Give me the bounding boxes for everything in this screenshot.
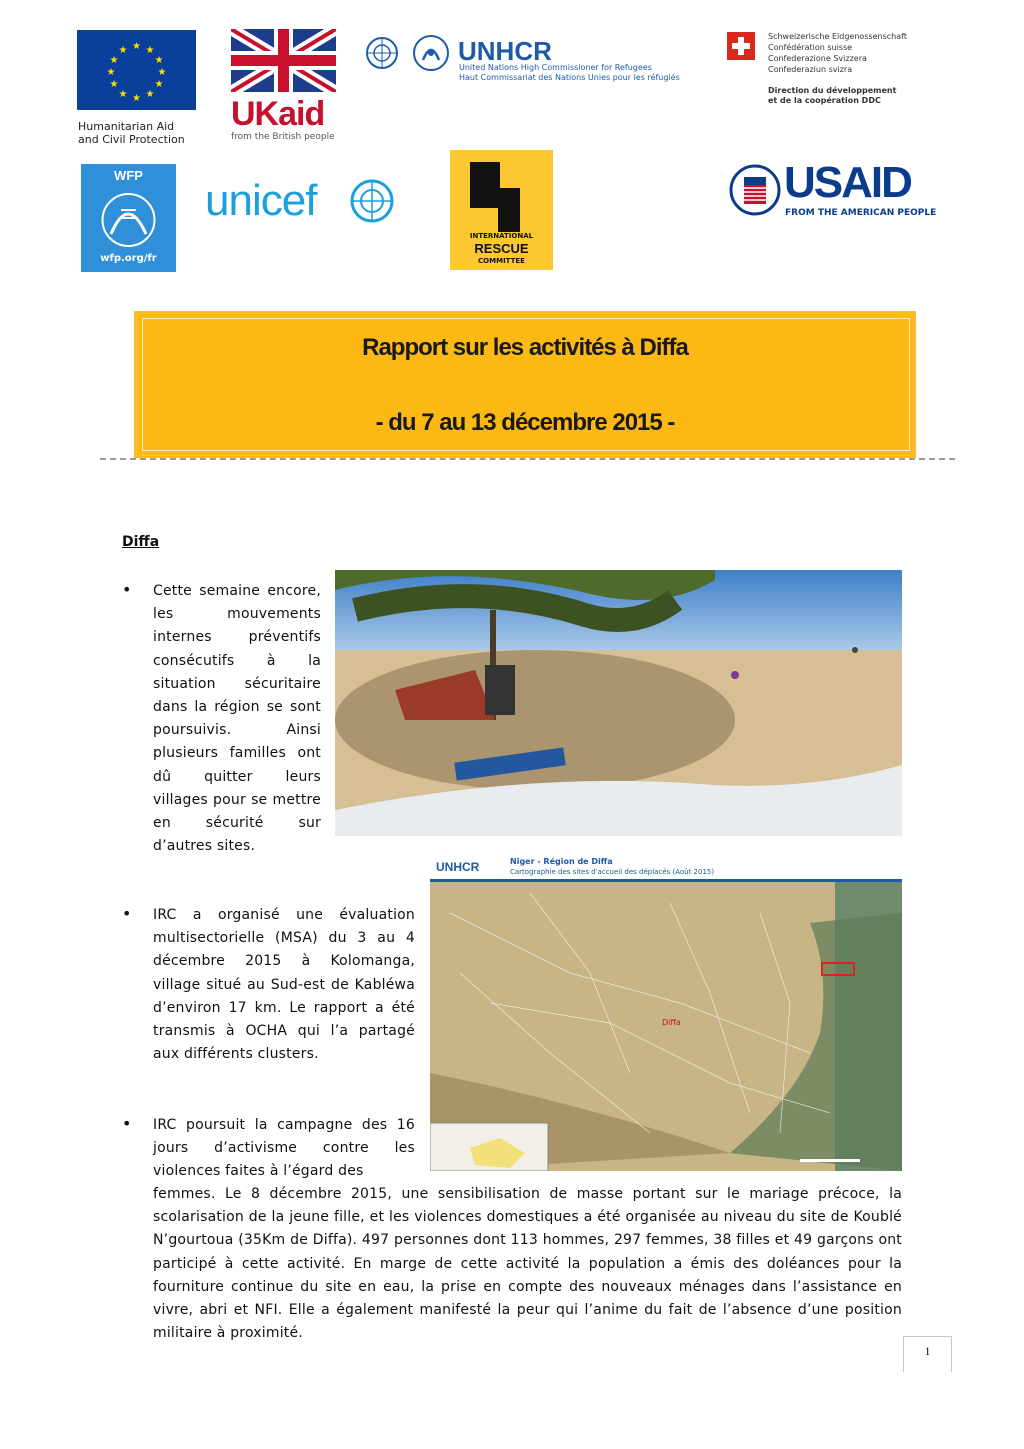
paragraph-3-continued: femmes. Le 8 décembre 2015, une sensibilisation de masse portant sur le mariage précoce, la scolarisation de la jeune fille, et les violences domestiques a été organisée au niveau du site de Koublé N’gourtoua (35Km de Diffa). 497 personnes dont 113 hommes, 297 femmes, 38 filles et 49 garçons ont participé à cette activité. En marge de cette activité la population a émis des doléances pour la fourniture continue du site en eau, la prise en compte des nouveaux ménages dans l’assistance en vivre, abri et NFI. Elle a également manifesté la peur qui l’anime du fait de l’absence d’une position militaire à proximité. (153, 1186, 902, 1342)
report-date-range: - du 7 au 13 décembre 2015 - (375, 409, 675, 436)
wfp-logo-text: WFP (114, 168, 143, 183)
map-title: Niger - Région de Diffa (510, 857, 613, 866)
usaid-subtitle: FROM THE AMERICAN PEOPLE (785, 208, 937, 218)
paragraph-3-start: IRC poursuit la campagne des 16 jours d’activisme contre les violences faites à l’égard des (153, 1117, 415, 1180)
swiss-cross-icon (727, 32, 755, 60)
page-number: 1 (924, 1344, 931, 1358)
unicef-logo-text: unicef (205, 176, 317, 225)
paragraph-2: IRC a organisé une évaluation multisectorielle (MSA) du 3 au 4 décembre 2015 à Kolomanga, village situé au Sud-est de Kabléwa d’environ 17 km. Le rapport a été transmis à OCHA qui l’a partagé aux différents clusters. (153, 907, 415, 1063)
paragraph-1: Cette semaine encore, les mouvements internes préventifs consécutifs à la situation sécuritaire dans la région se sont poursuivis. Ainsi plusieurs familles ont dû quitter leurs villages pour se mettre en sécurité sur d’autres sites. (153, 583, 321, 855)
map-header-org: UNHCR (436, 860, 480, 874)
dashed-divider (100, 458, 955, 460)
unhcr-logo-text: UNHCR (458, 36, 552, 66)
wfp-url: wfp.org/fr (100, 253, 157, 264)
unhcr-tagline-en: United Nations High Commissioner for Refugees (459, 63, 652, 72)
camp-photo (335, 570, 902, 836)
eu-caption-line2: and Civil Protection (78, 133, 185, 146)
swiss-line-2: Confédération suisse (768, 43, 853, 52)
swiss-line-3: Confederazione Svizzera (768, 54, 867, 63)
svg-text:★: ★ (109, 79, 119, 90)
unhcr-tagline-fr: Haut Commissariat des Nations Unies pour les réfugiés (459, 73, 680, 82)
report-title: Rapport sur les activités à Diffa (362, 334, 688, 361)
eu-caption-line1: Humanitarian Aid (78, 120, 175, 133)
swiss-dev-line-1: Direction du développement (768, 86, 897, 95)
eu-caption (78, 120, 208, 146)
bullet-icon: • (122, 1114, 132, 1133)
svg-text:★: ★ (132, 93, 141, 104)
swiss-line-4: Confederaziun svizra (768, 65, 853, 74)
swiss-line-1: Schweizerische Eidgenossenschaft (768, 32, 907, 41)
svg-text:★: ★ (157, 67, 167, 78)
svg-text:★: ★ (109, 55, 119, 66)
ukaid-logo-text: UKaid (231, 95, 325, 133)
svg-text:★: ★ (106, 67, 116, 78)
union-jack-icon (231, 29, 336, 92)
section-heading: Diffa (122, 534, 160, 550)
map-subtitle: Cartographie des sites d'accueil des déplacés (Août 2015) (510, 868, 715, 876)
usaid-seal-icon (729, 151, 781, 229)
svg-text:★: ★ (118, 89, 128, 100)
eu-flag-logo (77, 30, 196, 110)
svg-text:★: ★ (145, 89, 155, 100)
eu-stars-icon (77, 30, 196, 110)
svg-text:★: ★ (154, 55, 164, 66)
irc-international: INTERNATIONAL (469, 232, 534, 240)
svg-text:★: ★ (132, 41, 141, 52)
unicef-emblem-icon (345, 178, 399, 224)
irc-rescue: RESCUE (474, 241, 529, 256)
irc-mark-icon (450, 150, 553, 240)
unhcr-emblem-icon (410, 34, 452, 72)
union-jack-logo (231, 29, 336, 92)
irc-committee: COMMITTEE (478, 257, 525, 265)
bullet-icon: • (122, 580, 132, 599)
ukaid-subtitle: from the British people (231, 132, 335, 142)
svg-text:★: ★ (118, 45, 128, 56)
un-emblem-icon (362, 36, 402, 70)
svg-text:★: ★ (154, 79, 164, 90)
map-label-diffa: Diffa (662, 1018, 681, 1027)
diffa-map (430, 853, 902, 1171)
bullet-icon: • (122, 904, 132, 923)
usaid-logo-text: USAID (784, 158, 911, 207)
svg-text:★: ★ (145, 45, 155, 56)
swiss-dev-line-2: et de la coopération DDC (768, 96, 881, 105)
